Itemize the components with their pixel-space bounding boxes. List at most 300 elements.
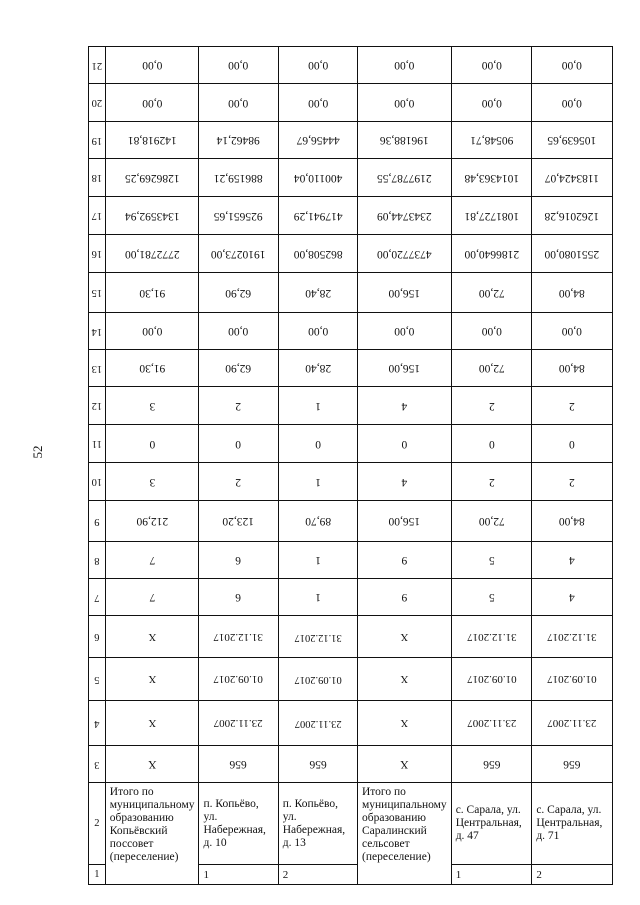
column-number-cell xyxy=(89,463,106,501)
value-cell xyxy=(451,387,532,425)
cell-value: 1343592,94 xyxy=(124,209,180,222)
value-cell xyxy=(278,616,357,658)
value-cell xyxy=(199,159,278,197)
value-cell xyxy=(199,197,278,235)
value-cell xyxy=(278,273,357,313)
cell-value: 0,00 xyxy=(394,59,415,71)
column-number-cell xyxy=(89,701,106,746)
cell-value: 0,00 xyxy=(481,325,502,337)
value-cell xyxy=(357,701,451,746)
table-line-column-16 xyxy=(89,235,613,273)
cell-value: 2 xyxy=(569,399,576,412)
value-cell xyxy=(199,542,278,579)
cell-value: 156,00 xyxy=(388,515,421,527)
cell-value: 72,00 xyxy=(478,286,505,299)
value-cell xyxy=(451,159,532,197)
cell-value: 1183424,07 xyxy=(545,171,600,184)
cell-value: 196188,36 xyxy=(379,134,429,146)
cell-value: 89,70 xyxy=(304,515,331,527)
cell-value: 0,00 xyxy=(228,96,249,109)
value-cell xyxy=(532,350,613,387)
value-cell xyxy=(199,501,278,542)
value-cell xyxy=(532,313,613,350)
cell-value: 105639,65 xyxy=(547,134,597,146)
address: с. Сарала, ул. Центральная, д. 47 xyxy=(455,804,522,842)
cell-value: 925651,65 xyxy=(214,209,264,222)
value-cell xyxy=(357,387,451,425)
column-number-cell xyxy=(89,387,106,425)
value-cell xyxy=(451,746,532,783)
cell-value: 5 xyxy=(488,591,495,603)
cell-value: 2 xyxy=(488,399,495,412)
column-number: 11 xyxy=(91,438,102,449)
cell-value: 31.12.2017 xyxy=(466,630,517,643)
cell-value: 4 xyxy=(401,475,408,488)
cell-value: 1 xyxy=(314,554,321,566)
value-cell xyxy=(532,387,613,425)
column-number-cell xyxy=(89,47,106,84)
table-line-column-4 xyxy=(89,701,613,746)
address: п. Копьёво, ул. Набережная, д. 13 xyxy=(282,797,346,849)
cell-value: 84,00 xyxy=(559,286,586,299)
value-cell xyxy=(357,273,451,313)
row-number: 1 xyxy=(455,868,462,881)
value-cell xyxy=(199,746,278,783)
value-cell xyxy=(451,701,532,746)
column-number-cell xyxy=(89,84,106,122)
table-line-column-15 xyxy=(89,273,613,313)
cell-value: 400110,04 xyxy=(293,171,343,184)
cell-value: 886159,21 xyxy=(214,171,264,184)
value-cell xyxy=(357,579,451,616)
cell-value: 23.11.2007 xyxy=(466,717,517,729)
value-cell xyxy=(451,616,532,658)
subtotal-name-cell xyxy=(105,783,199,885)
row-number: 2 xyxy=(282,868,289,881)
column-number-cell xyxy=(89,122,106,159)
cell-value: X xyxy=(148,673,157,685)
column-number: 2 xyxy=(94,818,100,829)
cell-value: 62,90 xyxy=(225,286,252,299)
cell-value: 31.12.2017 xyxy=(213,630,264,643)
cell-value: 2551080,00 xyxy=(544,247,600,260)
cell-value: 1081727,81 xyxy=(464,209,519,222)
cell-value: 6 xyxy=(235,591,242,603)
cell-value: 656 xyxy=(563,758,581,770)
value-cell xyxy=(278,84,357,122)
value-cell xyxy=(357,463,451,501)
cell-value: 4 xyxy=(569,554,576,566)
value-cell xyxy=(199,350,278,387)
value-cell xyxy=(451,273,532,313)
cell-value: 1 xyxy=(314,399,321,412)
value-cell xyxy=(278,197,357,235)
cell-value: 90548,71 xyxy=(469,134,514,146)
value-cell xyxy=(532,616,613,658)
value-cell xyxy=(105,122,199,159)
cell-value: 2 xyxy=(235,399,242,412)
housing-table-wrapper xyxy=(88,46,613,881)
value-cell xyxy=(278,579,357,616)
value-cell xyxy=(451,197,532,235)
row-number-cell xyxy=(278,865,357,885)
value-cell xyxy=(278,159,357,197)
table-line-column-20 xyxy=(89,84,613,122)
cell-value: 62,90 xyxy=(225,362,252,374)
cell-value: X xyxy=(400,673,409,685)
column-number-cell xyxy=(89,658,106,701)
column-number: 12 xyxy=(91,400,103,411)
table-line-column-8 xyxy=(89,542,613,579)
cell-value: 4 xyxy=(401,399,408,412)
value-cell xyxy=(532,501,613,542)
cell-value: 2186640,00 xyxy=(464,247,519,260)
column-number-cell xyxy=(89,616,106,658)
table-line-column-5 xyxy=(89,658,613,701)
column-number-cell xyxy=(89,197,106,235)
cell-value: 1286269,25 xyxy=(124,171,180,184)
column-number: 20 xyxy=(91,97,103,108)
cell-value: 7 xyxy=(149,591,156,603)
value-cell xyxy=(278,501,357,542)
column-number-cell xyxy=(89,235,106,273)
value-cell xyxy=(278,425,357,463)
cell-value: 9 xyxy=(401,554,408,566)
value-cell xyxy=(357,350,451,387)
row-number-cell xyxy=(532,865,613,885)
value-cell xyxy=(105,235,199,273)
column-number-cell xyxy=(89,501,106,542)
cell-value: 1262016,28 xyxy=(544,209,600,222)
cell-value: X xyxy=(147,758,157,770)
value-cell xyxy=(451,235,532,273)
cell-value: 28,40 xyxy=(304,286,331,299)
cell-value: 417941,29 xyxy=(293,209,343,222)
value-cell xyxy=(278,542,357,579)
cell-value: 5 xyxy=(488,554,495,566)
table-line-column-13 xyxy=(89,350,613,387)
column-number-cell xyxy=(89,865,106,885)
column-number: 19 xyxy=(91,134,103,146)
cell-value: 7 xyxy=(149,554,156,566)
value-cell xyxy=(532,159,613,197)
cell-value: X xyxy=(400,630,409,643)
row-number-cell xyxy=(451,865,532,885)
value-cell xyxy=(451,658,532,701)
cell-value: 0,00 xyxy=(394,96,415,109)
value-cell xyxy=(105,159,199,197)
cell-value: 23.11.2007 xyxy=(294,718,342,729)
value-cell xyxy=(199,463,278,501)
column-number-cell xyxy=(89,425,106,463)
cell-value: 656 xyxy=(482,758,501,770)
column-number-cell xyxy=(89,313,106,350)
value-cell xyxy=(451,350,532,387)
value-cell xyxy=(451,84,532,122)
cell-value: 0,00 xyxy=(142,59,163,71)
subtotal-name-cell xyxy=(357,783,451,885)
cell-value: 0,00 xyxy=(562,96,583,109)
column-number: 6 xyxy=(94,631,100,642)
value-cell xyxy=(199,579,278,616)
value-cell xyxy=(199,273,278,313)
cell-value: 31.12.2017 xyxy=(294,631,342,643)
value-cell xyxy=(357,542,451,579)
cell-value: 2 xyxy=(488,475,495,488)
value-cell xyxy=(105,579,199,616)
column-number: 21 xyxy=(91,59,103,71)
value-cell xyxy=(451,542,532,579)
column-number: 16 xyxy=(91,248,103,259)
column-number: 18 xyxy=(91,172,103,183)
address-cell xyxy=(532,783,613,865)
value-cell xyxy=(105,658,199,701)
cell-value: 0,00 xyxy=(562,59,583,71)
address: с. Сарала, ул. Центральная, д. 71 xyxy=(536,804,603,842)
cell-value: 4 xyxy=(569,591,576,603)
cell-value: 2343744,09 xyxy=(377,209,432,222)
value-cell xyxy=(357,47,451,84)
cell-value: 0,00 xyxy=(562,325,583,337)
cell-value: X xyxy=(148,717,157,729)
cell-value: 0,00 xyxy=(307,96,328,109)
value-cell xyxy=(532,425,613,463)
value-cell xyxy=(532,746,613,783)
table-line-column-9 xyxy=(89,501,613,542)
value-cell xyxy=(357,235,451,273)
value-cell xyxy=(278,235,357,273)
value-cell xyxy=(357,313,451,350)
value-cell xyxy=(451,47,532,84)
table-line-column-11 xyxy=(89,425,613,463)
cell-value: 01.09.2017 xyxy=(547,673,597,685)
table-line-column-14 xyxy=(89,313,613,350)
value-cell xyxy=(532,122,613,159)
cell-value: 01.09.2017 xyxy=(466,673,517,685)
cell-value: 1 xyxy=(314,591,321,603)
cell-value: 4737720,00 xyxy=(377,247,432,260)
cell-value: 1 xyxy=(314,475,321,488)
subtotal-name: Итого по муниципальному образованию Копьёвский поссовет (переселение) xyxy=(109,786,195,863)
value-cell xyxy=(105,463,199,501)
value-cell xyxy=(532,84,613,122)
value-cell xyxy=(105,387,199,425)
value-cell xyxy=(451,425,532,463)
cell-value: 0,00 xyxy=(307,59,328,71)
cell-value: 01.09.2017 xyxy=(294,674,342,685)
column-number-cell xyxy=(89,273,106,313)
table-line-column-3 xyxy=(89,746,613,783)
cell-value: 0 xyxy=(569,437,576,450)
cell-value: X xyxy=(400,758,409,770)
cell-value: 0,00 xyxy=(481,96,502,109)
cell-value: 91,30 xyxy=(139,286,166,299)
value-cell xyxy=(199,658,278,701)
housing-relocation-table xyxy=(88,46,613,885)
cell-value: 72,00 xyxy=(478,362,505,374)
cell-value: 212,90 xyxy=(136,515,168,527)
table-line-column-19 xyxy=(89,122,613,159)
table-line-column-7 xyxy=(89,579,613,616)
table-line-column-17 xyxy=(89,197,613,235)
address-cell xyxy=(451,783,532,865)
column-number: 4 xyxy=(94,717,100,729)
value-cell xyxy=(199,313,278,350)
cell-value: 862508,00 xyxy=(293,247,343,260)
table-line-column-6 xyxy=(89,616,613,658)
value-cell xyxy=(105,84,199,122)
value-cell xyxy=(105,616,199,658)
value-cell xyxy=(105,501,199,542)
value-cell xyxy=(357,746,451,783)
column-number: 14 xyxy=(91,325,103,337)
value-cell xyxy=(532,273,613,313)
column-number: 10 xyxy=(91,476,103,487)
value-cell xyxy=(357,197,451,235)
table-line-column-2 xyxy=(89,783,613,865)
value-cell xyxy=(105,273,199,313)
column-number: 17 xyxy=(91,210,103,221)
address: п. Копьёво, ул. Набережная, д. 10 xyxy=(203,797,266,849)
value-cell xyxy=(278,701,357,746)
cell-value: 156,00 xyxy=(388,362,421,374)
row-number: 2 xyxy=(536,868,542,881)
value-cell xyxy=(532,197,613,235)
table-line-column-18 xyxy=(89,159,613,197)
column-number-cell xyxy=(89,579,106,616)
value-cell xyxy=(532,542,613,579)
cell-value: 2197787,55 xyxy=(377,171,432,184)
cell-value: 72,00 xyxy=(478,515,505,527)
value-cell xyxy=(199,701,278,746)
column-number: 15 xyxy=(91,287,103,298)
value-cell xyxy=(532,463,613,501)
value-cell xyxy=(199,122,278,159)
cell-value: X xyxy=(400,717,409,729)
cell-value: 2 xyxy=(235,475,242,488)
cell-value: X xyxy=(148,630,157,643)
value-cell xyxy=(199,235,278,273)
cell-value: 0,00 xyxy=(394,325,415,337)
cell-value: 84,00 xyxy=(559,362,586,374)
row-number: 1 xyxy=(203,868,209,881)
column-number: 7 xyxy=(94,591,100,603)
cell-value: 2 xyxy=(569,475,576,488)
value-cell xyxy=(278,746,357,783)
cell-value: 0,00 xyxy=(228,325,249,337)
value-cell xyxy=(532,658,613,701)
cell-value: 28,40 xyxy=(304,362,331,374)
value-cell xyxy=(105,47,199,84)
cell-value: 3 xyxy=(149,399,156,412)
value-cell xyxy=(451,501,532,542)
cell-value: 656 xyxy=(229,758,248,770)
cell-value: 91,30 xyxy=(139,362,166,374)
cell-value: 0 xyxy=(401,437,408,450)
value-cell xyxy=(357,616,451,658)
value-cell xyxy=(357,84,451,122)
cell-value: 84,00 xyxy=(559,515,586,527)
cell-value: 0 xyxy=(149,437,156,450)
column-number: 9 xyxy=(94,515,100,527)
value-cell xyxy=(357,501,451,542)
row-number-cell xyxy=(199,865,278,885)
column-number: 5 xyxy=(94,673,100,685)
column-number: 8 xyxy=(94,554,100,566)
value-cell xyxy=(278,387,357,425)
cell-value: 44456,67 xyxy=(296,134,340,146)
value-cell xyxy=(278,658,357,701)
value-cell xyxy=(278,313,357,350)
cell-value: 156,00 xyxy=(388,286,421,299)
cell-value: 01.09.2017 xyxy=(213,673,264,685)
value-cell xyxy=(532,701,613,746)
column-number-cell xyxy=(89,542,106,579)
value-cell xyxy=(357,658,451,701)
value-cell xyxy=(451,122,532,159)
cell-value: 98462,14 xyxy=(217,134,261,146)
cell-value: 6 xyxy=(235,554,242,566)
value-cell xyxy=(199,616,278,658)
value-cell xyxy=(532,235,613,273)
value-cell xyxy=(278,122,357,159)
value-cell xyxy=(105,701,199,746)
cell-value: 1910273,00 xyxy=(211,247,266,260)
table-line-column-12 xyxy=(89,387,613,425)
value-cell xyxy=(105,350,199,387)
cell-value: 23.11.2007 xyxy=(547,717,597,729)
cell-value: 0 xyxy=(235,437,242,450)
value-cell xyxy=(199,47,278,84)
cell-value: 0 xyxy=(488,437,495,450)
value-cell xyxy=(451,463,532,501)
value-cell xyxy=(278,47,357,84)
value-cell xyxy=(105,313,199,350)
page-number: 52 xyxy=(30,445,45,459)
value-cell xyxy=(105,542,199,579)
cell-value: 3 xyxy=(149,475,156,488)
value-cell xyxy=(105,425,199,463)
value-cell xyxy=(278,463,357,501)
value-cell xyxy=(451,313,532,350)
value-cell xyxy=(451,579,532,616)
address-cell xyxy=(199,783,278,865)
cell-value: 31.12.2017 xyxy=(547,630,597,643)
column-number: 3 xyxy=(94,758,100,770)
table-line-column-21 xyxy=(89,47,613,84)
value-cell xyxy=(278,350,357,387)
cell-value: 0,00 xyxy=(307,325,328,337)
cell-value: 0,00 xyxy=(228,59,249,71)
column-number-cell xyxy=(89,350,106,387)
table-line-column-10 xyxy=(89,463,613,501)
cell-value: 2772781,00 xyxy=(124,247,180,260)
cell-value: 9 xyxy=(401,591,408,603)
value-cell xyxy=(357,159,451,197)
cell-value: 123,20 xyxy=(222,515,255,527)
value-cell xyxy=(105,197,199,235)
column-number-cell xyxy=(89,159,106,197)
cell-value: 0 xyxy=(314,437,321,450)
column-number-cell xyxy=(89,746,106,783)
value-cell xyxy=(199,84,278,122)
cell-value: 23.11.2007 xyxy=(214,717,264,729)
cell-value: 142918,81 xyxy=(127,134,177,146)
cell-value: 0,00 xyxy=(142,96,163,109)
cell-value: 0,00 xyxy=(481,59,502,71)
value-cell xyxy=(357,425,451,463)
cell-value: 656 xyxy=(309,758,327,770)
